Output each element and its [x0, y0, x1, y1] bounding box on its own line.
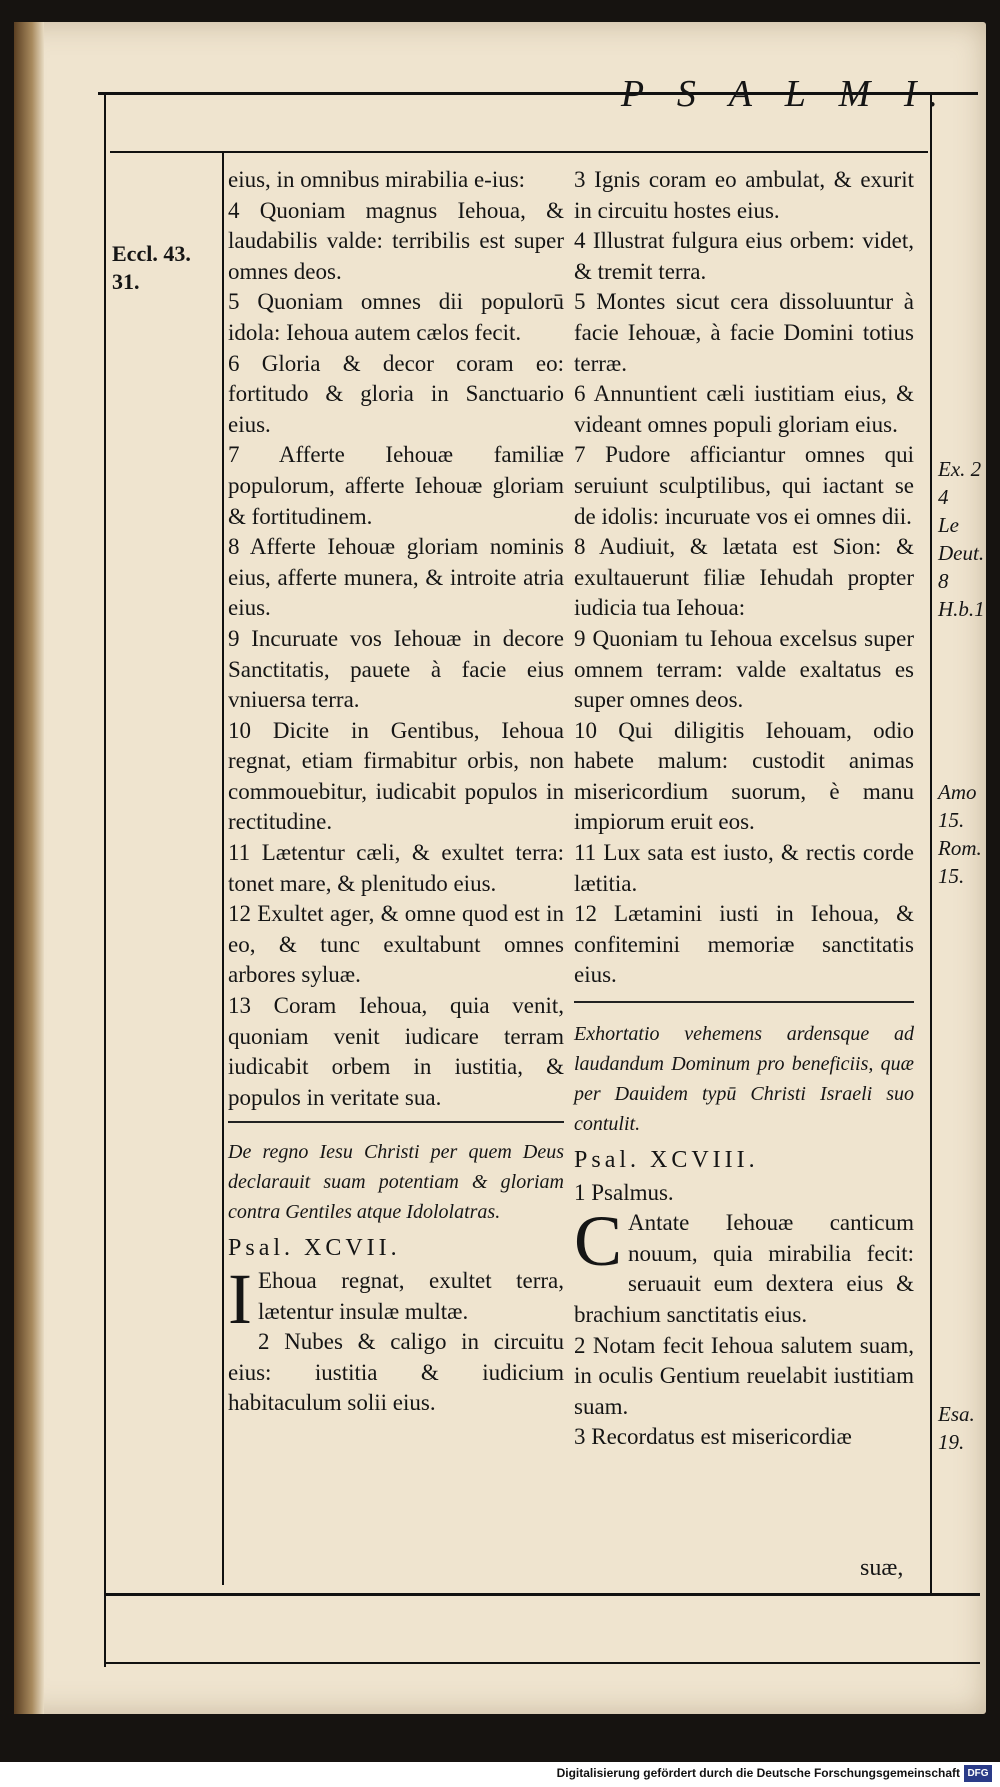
margin-note-line: Esa. — [938, 1402, 975, 1426]
section-divider — [574, 999, 914, 1003]
verse: 10 Dicite in Gentibus, Iehoua regnat, etiam firmabitur orbis, non commouebitur, iudicabit populos in rectitudine. — [228, 717, 564, 835]
verse: eius, in omnibus mirabilia e-ius: — [228, 167, 526, 192]
margin-note-line: H.b.1 — [938, 597, 985, 621]
left-frame-rule — [104, 92, 106, 1667]
section-divider — [228, 1121, 564, 1123]
psalm-title: Psal. XCVII. — [228, 1235, 401, 1262]
margin-note-line: 8 — [938, 569, 949, 593]
verse: 9 Quoniam tu Iehoua excelsus super omnem terram: valde exaltatus es super omnes deos. — [574, 625, 914, 713]
margin-note-line: Amo — [938, 780, 977, 804]
verse: 11 Lætentur cæli, & exultet terra: tonet mare, & plenitudo eius. — [228, 840, 564, 896]
header-rule — [110, 151, 928, 153]
verse: 9 Incuruate vos Iehouæ in decore Sanctitatis, pauete à facie eius vniuersa terra. — [228, 625, 564, 713]
drop-cap: I — [228, 1259, 252, 1339]
margin-note-line: 15. — [938, 864, 965, 888]
margin-note-right — [938, 455, 985, 623]
psalm-subtitle: 1 Psalmus. — [574, 1179, 674, 1205]
verse: 11 Lux sata est iusto, & rectis corde lætitia. — [574, 840, 914, 896]
bottom-rule — [104, 1593, 980, 1596]
verse: 6 Annuntient cæli iustitiam eius, & videant omnes populi gloriam eius. — [574, 381, 914, 437]
margin-note-line: Le — [938, 513, 959, 537]
verse: 5 Montes sicut cera dissoluuntur à facie Iehouæ, à facie Domini totius terræ. — [574, 289, 914, 376]
verse: 13 Coram Iehoua, quia venit, quoniam venit iudicare terram iudicabit orbem in iustitia, & populos in veritate sua. — [228, 993, 564, 1110]
verse-text: Antate Iehouæ canticum nouum, quia mirabilia fecit: seruauit eum dextera eius & brachium sanctitatis eius. — [574, 1210, 914, 1327]
margin-note-line: Deut. — [938, 541, 985, 565]
catchword: suæ, — [860, 1555, 904, 1581]
verse: 10 Qui diligitis Iehouam, odio habete malum: custodit animas misericordium suorum, è manu impiorum eruit eos. — [574, 717, 914, 835]
bottom-rule-thin — [104, 1662, 980, 1664]
margin-note-line: Ex. 2 — [938, 457, 982, 481]
verse: 8 Afferte Iehouæ gloriam nominis eius, afferte munera, & introite atria eius. — [228, 534, 564, 621]
psalm-summary: De regno Iesu Christi per quem Deus declarauit suam potentiam & gloriam contra Gentiles atque Idololatras. — [228, 1141, 564, 1224]
verse: 4 Quoniam magnus Iehoua, & laudabilis valde: terribilis est super omnes deos. — [228, 197, 564, 284]
margin-note-line: 4 — [938, 485, 949, 509]
verse: 7 Pudore afficiantur omnes qui seruiunt sculptilibus, qui iactant se de idolis: incuruate vos ei omnes dii. — [574, 442, 914, 529]
verse: 3 Recordatus est misericordiæ — [574, 1424, 852, 1450]
dfg-logo: DFG — [964, 1765, 992, 1782]
book-gutter — [14, 22, 44, 1714]
verse: 4 Illustrat fulgura eius orbem: videt, & tremit terra. — [574, 228, 914, 284]
drop-cap: C — [574, 1201, 623, 1282]
margin-note-line: 19. — [938, 1430, 965, 1454]
margin-note-right — [938, 778, 982, 890]
verse: 2 Nubes & caligo in circuitu eius: iustitia & iudicium habitaculum solii eius. — [228, 1329, 564, 1416]
verse: 7 Afferte Iehouæ familiæ populorum, afferte Iehouæ gloriam & fortitudinem. — [228, 442, 564, 529]
verse-first — [228, 1259, 564, 1339]
verse-first — [574, 1201, 914, 1330]
footer-credit: Digitalisierung gefördert durch die Deutsche Forschungsgemeinschaft — [556, 1766, 960, 1780]
right-column — [574, 165, 914, 1453]
right-frame-rule — [930, 92, 932, 1594]
margin-note-line: 15. — [938, 808, 965, 832]
verse: 12 Lætamini iusti in Iehoua, & confitemini memoriæ sanctitatis eius. — [574, 901, 914, 988]
verse-text: Ehoua regnat, exultet terra, lætentur insulæ multæ. — [257, 1268, 564, 1324]
margin-note-line: Eccl. 43. — [112, 241, 191, 266]
running-title: P S A L M I. — [620, 73, 950, 115]
margin-note-line: 31. — [112, 269, 140, 294]
verse: 5 Quoniam omnes dii populorū idola: Iehoua autem cælos fecit. — [228, 289, 564, 345]
margin-note-line: Rom. — [938, 836, 982, 860]
verse: 6 Gloria & decor coram eo: fortitudo & gloria in Sanctuario eius. — [228, 350, 564, 437]
margin-note-left — [112, 240, 191, 296]
psalm-title: Psal. XCVIII. — [574, 1147, 759, 1174]
inner-left-rule — [222, 153, 224, 1585]
margin-note-right — [938, 1400, 975, 1456]
verse: 3 Ignis coram eo ambulat, & exurit in circuitu hostes eius. — [574, 167, 914, 223]
left-column — [228, 165, 564, 1419]
verse: 2 Notam fecit Iehoua salutem suam, in oculis Gentium reuelabit iustitiam suam. — [574, 1332, 914, 1419]
psalm-summary: Exhortatio vehemens ardensque ad laudandum Dominum pro beneficiis, quæ per Dauidem typū Christi Israeli suo contulit. — [574, 1023, 914, 1136]
verse: 12 Exultet ager, & omne quod est in eo, & tunc exultabunt omnes arbores syluæ. — [228, 901, 564, 988]
verse: 8 Audiuit, & lætata est Sion: & exultauerunt filiæ Iehudah propter iudicia tua Iehoua: — [574, 534, 914, 621]
